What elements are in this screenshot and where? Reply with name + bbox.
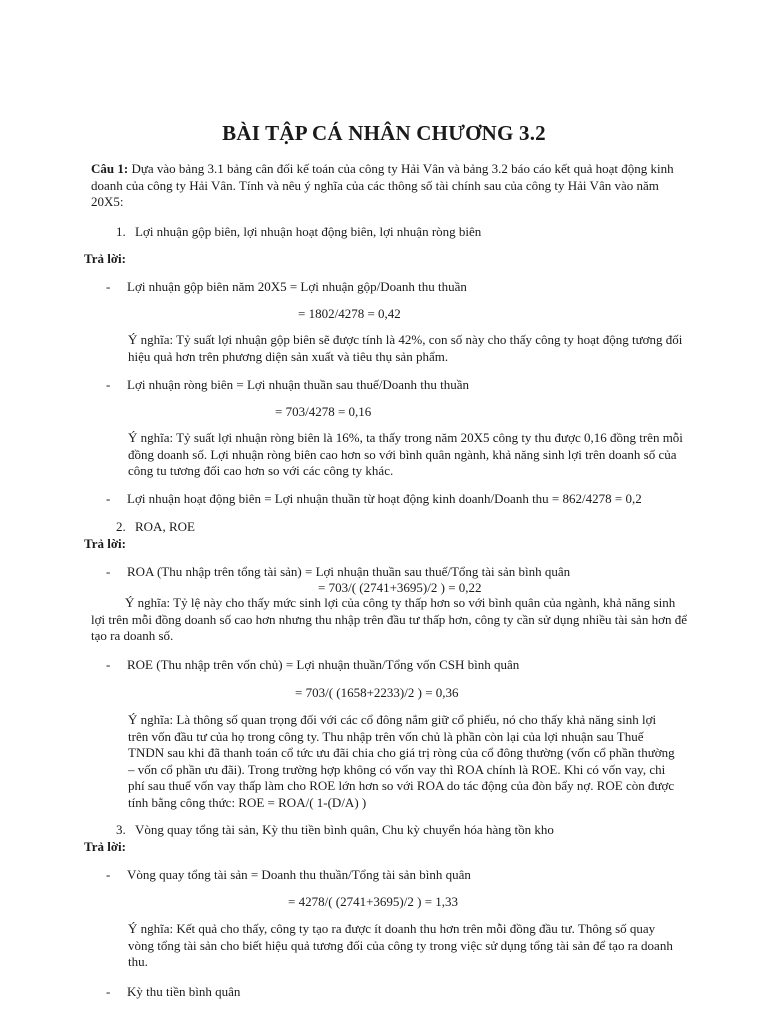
section-3-heading: Vòng quay tổng tài sản, Kỳ thu tiền bình quân, Chu kỳ chuyển hóa hàng tồn kho (135, 822, 554, 837)
operating-margin-formula: Lợi nhuận hoạt động biên = Lợi nhuận thuần từ hoạt động kinh doanh/Doanh thu = 862/4278 = 0,2 (127, 491, 642, 506)
asset-turnover-meaning: Ý nghĩa: Kết quả cho thấy, công ty tạo ra được ít doanh thu hơn trên mỗi đồng đầu tư. Thông số quay vòng tổng tài sản cho biết hiệu quả tương đối của công ty trong việc sử dụng tổng tài sản để tạo ra doanh thu. (128, 921, 673, 969)
asset-turnover-formula: Vòng quay tổng tài sản = Doanh thu thuần/Tổng tài sản bình quân (127, 867, 471, 882)
gross-margin-meaning: Ý nghĩa: Tỷ suất lợi nhuận gộp biên sẽ được tính là 42%, con số này cho thấy công ty hoạt động tương đối hiệu quả hơn trên phương diện sản xuất và tiêu thụ sản phẩm. (128, 332, 683, 364)
answer-label: Trả lời: (84, 251, 126, 266)
bullet-dash: - (106, 377, 111, 392)
asset-turnover-calc: = 4278/( (2741+3695)/2 ) = 1,33 (288, 894, 459, 909)
roa-formula: ROA (Thu nhập trên tổng tài sản) = Lợi nhuận thuần sau thuế/Tổng tài sản bình quân (127, 564, 571, 579)
section-2-number: 2. (116, 519, 126, 534)
collection-period-item: Kỳ thu tiền bình quân (127, 984, 241, 999)
section-2-heading: ROA, ROE (135, 519, 195, 534)
question-label: Câu 1: (91, 161, 129, 176)
bullet-dash: - (106, 491, 111, 506)
question-text: Dựa vào bảng 3.1 bảng cân đối kế toán của công ty Hải Vân và bảng 3.2 báo cáo kết quả hoạt động kinh doanh của công ty Hải Vân. Tính và nêu ý nghĩa của các thông số tài chính sau của công ty Hải Vân vào năm 20X5: (91, 161, 674, 209)
section-1-heading: Lợi nhuận gộp biên, lợi nhuận hoạt động biên, lợi nhuận ròng biên (135, 224, 482, 239)
roa-meaning: Ý nghĩa: Tỷ lệ này cho thấy mức sinh lợi của công ty thấp hơn so với bình quân của ngành, khả năng sinh lợi trên mỗi đồng doanh số cao hơn nhưng thu nhập trên đầu tư thấp hơn, công ty cần sử dụng nhiều tài sản hơn để tạo ra doanh số. (91, 595, 687, 643)
section-3-number: 3. (116, 822, 126, 837)
bullet-dash: - (106, 867, 111, 882)
net-margin-formula: Lợi nhuận ròng biên = Lợi nhuận thuần sau thuế/Doanh thu thuần (127, 377, 470, 392)
net-margin-meaning: Ý nghĩa: Tỷ suất lợi nhuận ròng biên là 16%, ta thấy trong năm 20X5 công ty thu được 0,16 đồng trên mỗi đồng doanh số. Lợi nhuận ròng biên cao hơn so với bình quân ngành, khả năng sinh lợi trên doanh số của công tu tương đối cao hơn so với các công ty khác. (128, 430, 683, 478)
answer-label: Trả lời: (84, 839, 126, 854)
question-1 (91, 161, 691, 211)
gross-margin-formula: Lợi nhuận gộp biên năm 20X5 = Lợi nhuận gộp/Doanh thu thuần (127, 279, 467, 294)
bullet-dash: - (106, 984, 111, 999)
roe-calc: = 703/( (1658+2233)/2 ) = 0,36 (295, 685, 459, 700)
net-margin-calc: = 703/4278 = 0,16 (275, 404, 372, 419)
roe-formula: ROE (Thu nhập trên vốn chủ) = Lợi nhuận thuần/Tổng vốn CSH bình quân (127, 657, 520, 672)
bullet-dash: - (106, 657, 111, 672)
page-title: BÀI TẬP CÁ NHÂN CHƯƠNG 3.2 (222, 121, 546, 145)
bullet-dash: - (106, 564, 111, 579)
bullet-dash: - (106, 279, 111, 294)
section-1-number: 1. (116, 224, 126, 239)
answer-label: Trả lời: (84, 536, 126, 551)
roe-meaning: Ý nghĩa: Là thông số quan trọng đối với các cổ đông nắm giữ cổ phiếu, nó cho thấy khả năng sinh lợi trên vốn đầu tư của họ trong công ty. Thu nhập trên vốn chủ là phần còn lại của lợi nhuận sau Thuế TNDN sau khi đã thanh toán cổ tức ưu đãi chia cho giá trị ròng của cổ đông thường (vốn cổ phần thường – vốn cổ phần ưu đãi). Trong trường hợp không có vốn vay thì ROA chính là ROE. Khi có vốn vay, chi phí sau thuế vốn vay thấp làm cho ROE lớn hơn so với ROA do tác động của đòn bẩy nợ. ROE còn được tính bằng công thức: ROE = ROA/( 1-(D/A) ) (128, 712, 675, 810)
gross-margin-calc: = 1802/4278 = 0,42 (298, 306, 401, 321)
roa-calc: = 703/( (2741+3695)/2 ) = 0,22 (318, 580, 482, 595)
